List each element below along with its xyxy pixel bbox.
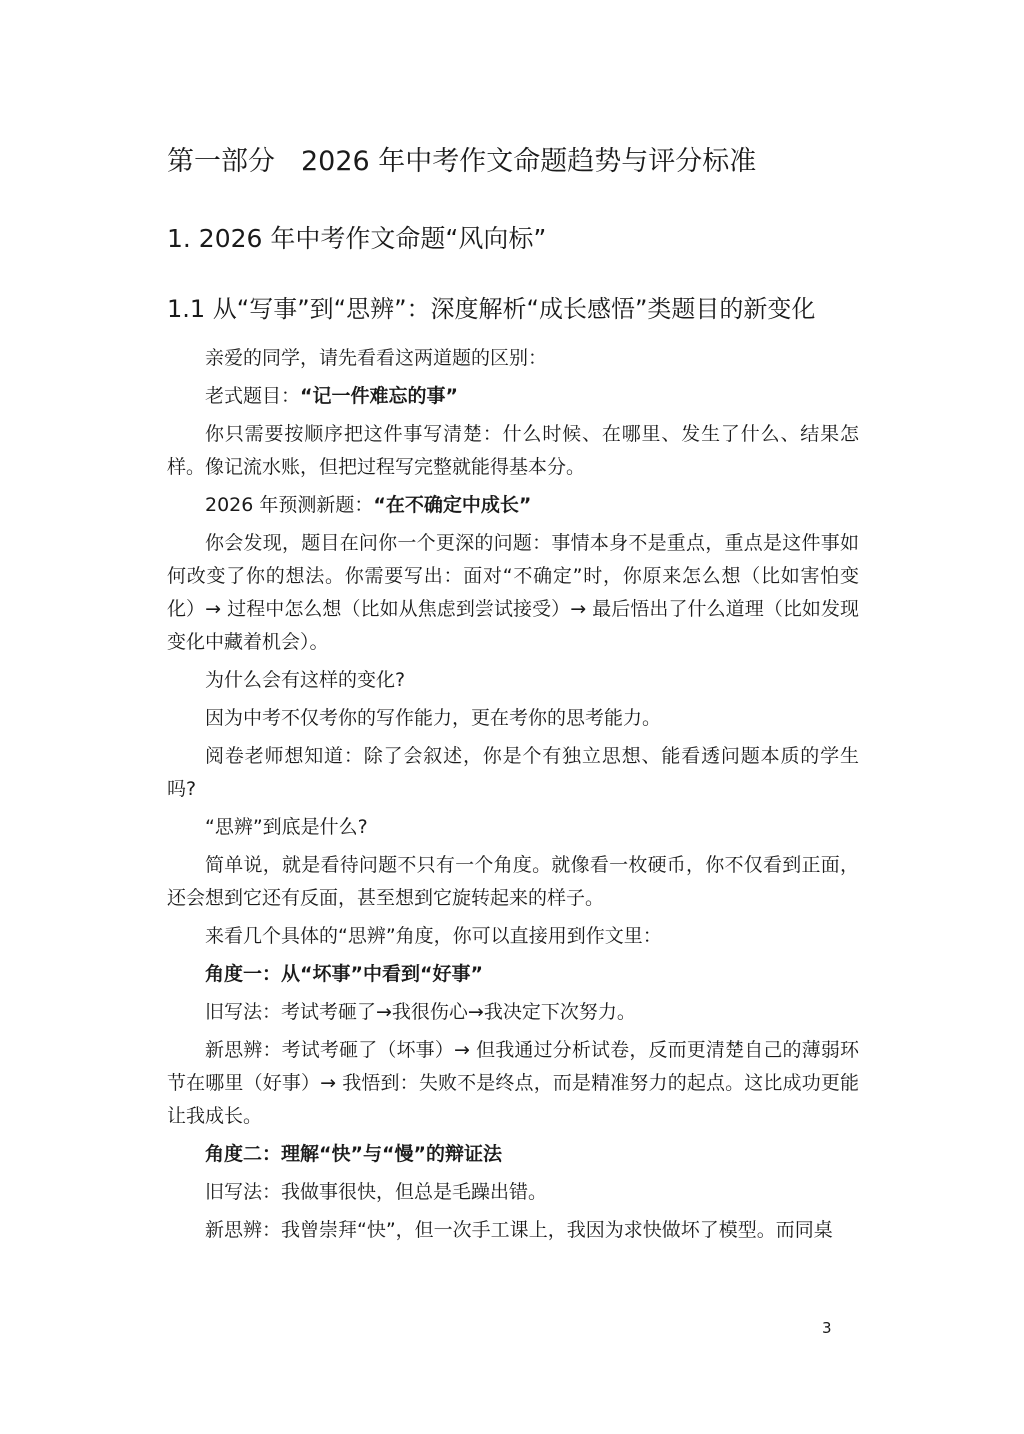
angle-one-heading: 角度一：从“坏事”中看到“好事” <box>205 963 483 985</box>
page-number: 3 <box>822 1319 832 1337</box>
part-label: 第一部分 <box>167 146 275 177</box>
paragraph: 亲爱的同学，请先看看这两道题的区别： <box>205 347 548 369</box>
old-topic-title: “记一件难忘的事” <box>300 385 458 407</box>
paragraph: 为什么会有这样的变化? <box>205 669 406 691</box>
subsection-heading: 1.1 从“写事”到“思辨”：深度解析“成长感悟”类题目的新变化 <box>167 295 816 323</box>
paragraph: 因为中考不仅考你的写作能力，更在考你的思考能力。 <box>205 707 662 729</box>
new-topic-label: 2026 年预测新题： <box>205 494 374 516</box>
section-heading: 1. 2026 年中考作文命题“风向标” <box>167 224 547 253</box>
paragraph-new-topic <box>167 489 859 522</box>
paragraph: 新思辨：我曾崇拜“快”，但一次手工课上，我因为求快做坏了模型。而同桌 <box>205 1219 833 1241</box>
paragraph: 你只需要按顺序把这件事写清楚：什么时候、在哪里、发生了什么、结果怎样。像记流水账，但把过程写完整就能得基本分。 <box>167 423 859 478</box>
new-topic-title: “在不确定中成长” <box>373 494 532 516</box>
paragraph: “思辨”到底是什么? <box>205 816 368 838</box>
paragraph: 你会发现，题目在问你一个更深的问题：事情本身不是重点，重点是这件事如何改变了你的想法。你需要写出：面对“不确定”时，你原来怎么想（比如害怕变化）→ 过程中怎么想（比如从焦虑到尝试接受）→ 最后悟出了什么道理（比如发现变化中藏着机会）。 <box>167 532 859 653</box>
paragraph: 新思辨：考试考砸了（坏事）→ 但我通过分析试卷，反而更清楚自己的薄弱环节在哪里（好事）→ 我悟到：失败不是终点，而是精准努力的起点。这比成功更能让我成长。 <box>167 1039 859 1127</box>
part-title-text: 2026 年中考作文命题趋势与评分标准 <box>301 146 757 177</box>
body-text <box>167 342 859 1252</box>
old-topic-label: 老式题目： <box>205 385 301 407</box>
paragraph: 旧写法：考试考砸了→我很伤心→我决定下次努力。 <box>205 1001 636 1023</box>
angle-two-heading: 角度二：理解“快”与“慢”的辩证法 <box>205 1143 502 1165</box>
paragraph: 来看几个具体的“思辨”角度，你可以直接用到作文里： <box>205 925 662 947</box>
part-title <box>167 142 756 182</box>
paragraph-old-topic <box>167 380 859 413</box>
paragraph: 简单说，就是看待问题不只有一个角度。就像看一枚硬币，你不仅看到正面，还会想到它还有反面，甚至想到它旋转起来的样子。 <box>167 854 859 909</box>
paragraph: 阅卷老师想知道：除了会叙述，你是个有独立思想、能看透问题本质的学生吗? <box>167 745 859 800</box>
paragraph: 旧写法：我做事很快，但总是毛躁出错。 <box>205 1181 548 1203</box>
